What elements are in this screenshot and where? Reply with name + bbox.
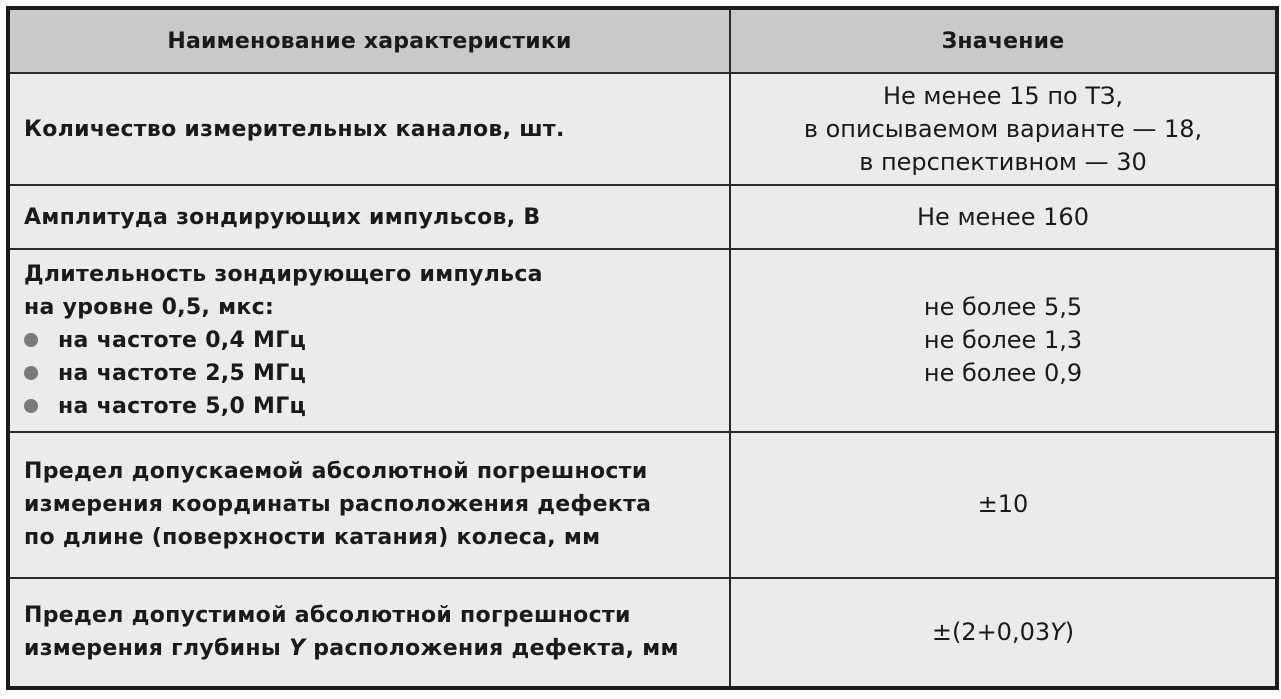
variable-y: Y bbox=[289, 636, 306, 662]
value-line: в перспективном — 30 bbox=[859, 147, 1147, 176]
value-line: не более 1,3 bbox=[923, 325, 1083, 354]
value-text: ) bbox=[1064, 617, 1075, 646]
bullet-item bbox=[24, 324, 729, 357]
row-value-length-error bbox=[730, 432, 1277, 578]
bullet-item bbox=[24, 390, 729, 423]
value-line: не более 5,5 bbox=[923, 292, 1083, 321]
variable-y: Y bbox=[1050, 617, 1065, 646]
value-line: в описываемом варианте — 18, bbox=[803, 114, 1203, 143]
table-row bbox=[8, 432, 1277, 578]
bullet-item bbox=[24, 357, 729, 390]
name-text: измерения глубины bbox=[24, 636, 290, 662]
name-line: на уровне 0,5, мкс: bbox=[24, 294, 275, 320]
row-name-pulse-duration bbox=[8, 249, 730, 431]
value-text: ±(2+0,03 bbox=[931, 617, 1051, 646]
table-row bbox=[8, 73, 1277, 185]
value-line: ±10 bbox=[977, 490, 1029, 519]
bullet-text: на частоте 2,5 МГц bbox=[58, 360, 307, 386]
bullet-dot-icon bbox=[24, 399, 38, 413]
bullet-text: на частоте 0,4 МГц bbox=[58, 327, 307, 353]
row-name-depth-error bbox=[8, 578, 730, 688]
table-row bbox=[8, 578, 1277, 688]
name-line: Предел допустимой абсолютной погрешности bbox=[24, 603, 631, 629]
value-line: Не менее 160 bbox=[917, 202, 1089, 231]
row-value-depth-error bbox=[730, 578, 1277, 688]
bullet-dot-icon bbox=[24, 333, 38, 347]
table-row bbox=[8, 249, 1277, 431]
name-text: расположения дефекта, мм bbox=[305, 636, 679, 662]
value-line: Не менее 15 по ТЗ, bbox=[882, 81, 1123, 110]
table-header-row bbox=[8, 8, 1277, 73]
name-line: Количество измерительных каналов, шт. bbox=[24, 116, 565, 142]
header-characteristic: Наименование характеристики bbox=[8, 8, 730, 73]
row-name-length-error bbox=[8, 432, 730, 578]
name-line: Предел допускаемой абсолютной погрешности bbox=[24, 459, 648, 485]
specification-table bbox=[6, 6, 1279, 690]
row-value-amplitude bbox=[730, 185, 1277, 249]
name-line: Амплитуда зондирующих импульсов, В bbox=[24, 204, 541, 230]
bullet-text: на частоте 5,0 МГц bbox=[58, 393, 307, 419]
table-row bbox=[8, 185, 1277, 249]
value-line bbox=[731, 616, 1275, 649]
name-line: Длительность зондирующего импульса bbox=[24, 261, 543, 287]
name-line: измерения координаты расположения дефекта bbox=[24, 492, 652, 518]
row-name-channels bbox=[8, 73, 730, 185]
header-value: Значение bbox=[730, 8, 1277, 73]
row-value-pulse-duration bbox=[730, 249, 1277, 431]
name-line: по длине (поверхности катания) колеса, мм bbox=[24, 525, 601, 551]
bullet-dot-icon bbox=[24, 366, 38, 380]
row-value-channels bbox=[730, 73, 1277, 185]
value-line: не более 0,9 bbox=[923, 358, 1083, 387]
name-line bbox=[24, 632, 729, 665]
row-name-amplitude bbox=[8, 185, 730, 249]
